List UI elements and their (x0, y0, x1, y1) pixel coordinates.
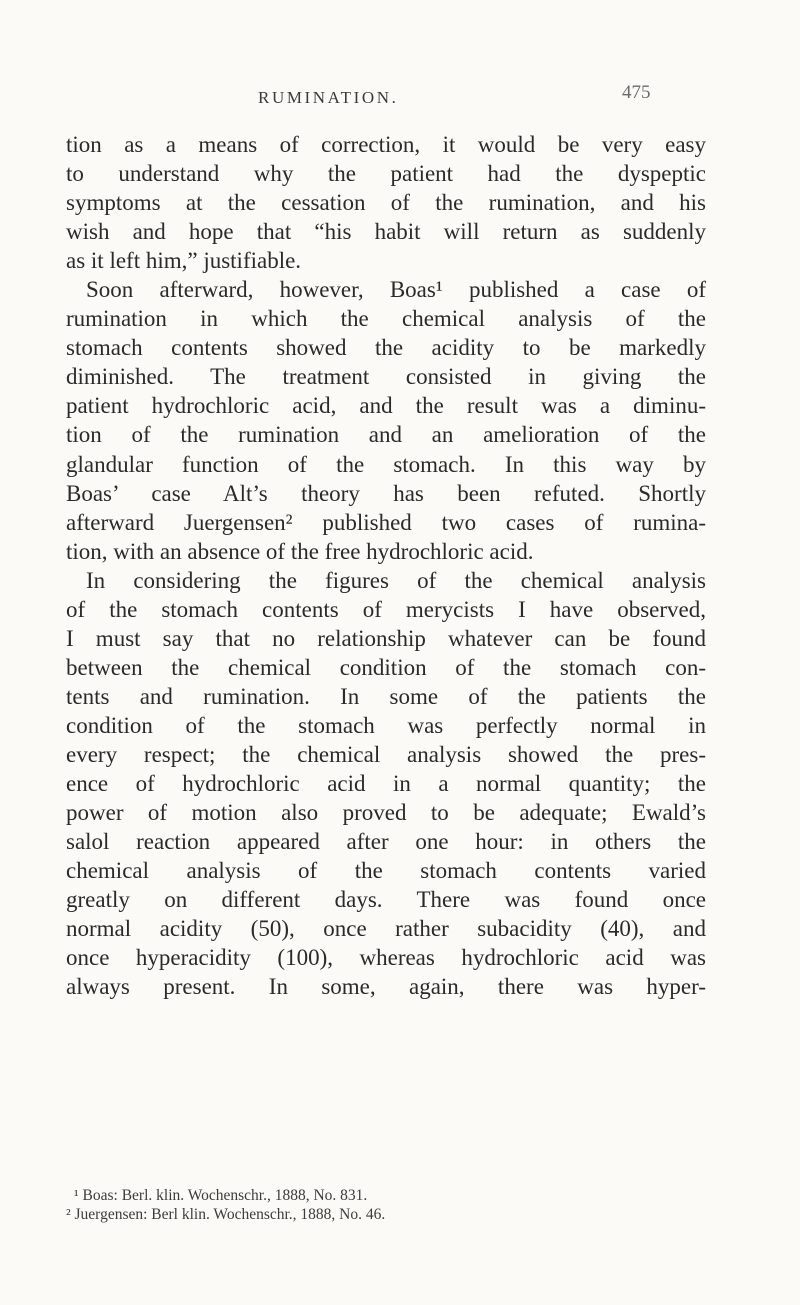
text-line: ence of hydrochloric acid in a normal quantity; the (66, 771, 706, 797)
footnotes (66, 1186, 706, 1224)
text-line: tion, with an absence of the free hydrochloric acid. (66, 538, 534, 564)
text-line: tion of the rumination and an amelioration of the (66, 422, 706, 448)
text-line: power of motion also proved to be adequate; Ewald’s (66, 800, 706, 826)
text-line: condition of the stomach was perfectly normal in (66, 712, 706, 738)
text-line: Boas’ case Alt’s theory has been refuted. Shortly (66, 480, 706, 506)
footnote: ¹ Boas: Berl. klin. Wochenschr., 1888, No. 831. (74, 1187, 368, 1204)
body-text (66, 130, 706, 1001)
text-line: Soon afterward, however, Boas¹ published a case of (86, 277, 706, 303)
text-line: normal acidity (50), once rather subacidity (40), and (66, 916, 706, 942)
text-line: patient hydrochloric acid, and the result was a diminu- (66, 393, 706, 419)
page-number: 475 (622, 82, 651, 103)
text-line: greatly on different days. There was found once (66, 887, 706, 913)
text-line: I must say that no relationship whatever can be found (66, 625, 706, 651)
footnote: ² Juergensen: Berl klin. Wochenschr., 1888, No. 46. (66, 1206, 386, 1223)
text-line: wish and hope that “his habit will return as suddenly (66, 219, 706, 245)
running-head (0, 82, 800, 114)
text-line: afterward Juergensen² published two cases of rumina- (66, 509, 706, 535)
text-line: tion as a means of correction, it would be very easy (66, 132, 706, 157)
text-line: every respect; the chemical analysis showed the pres- (66, 741, 706, 767)
text-line: always present. In some, again, there was hyper- (66, 974, 706, 1000)
text-line: chemical analysis of the stomach contents varied (66, 858, 706, 884)
text-line: of the stomach contents of merycists I have observed, (66, 596, 706, 622)
text-line: to understand why the patient had the dyspeptic (66, 161, 706, 187)
text-line: once hyperacidity (100), whereas hydrochloric acid was (66, 945, 706, 971)
text-line: glandular function of the stomach. In this way by (66, 451, 706, 477)
text-line: as it left him,” justifiable. (66, 248, 302, 274)
running-title: RUMINATION. (258, 88, 399, 107)
text-line: stomach contents showed the acidity to be markedly (66, 335, 706, 361)
text-line: In considering the figures of the chemical analysis (86, 567, 706, 593)
text-line: tents and rumination. In some of the patients the (66, 683, 706, 709)
text-line: between the chemical condition of the stomach con- (66, 654, 706, 680)
text-line: rumination in which the chemical analysis of the (66, 306, 706, 332)
text-line: diminished. The treatment consisted in giving the (66, 364, 706, 390)
text-line: symptoms at the cessation of the rumination, and his (66, 190, 706, 216)
text-line: salol reaction appeared after one hour: in others the (66, 829, 706, 855)
